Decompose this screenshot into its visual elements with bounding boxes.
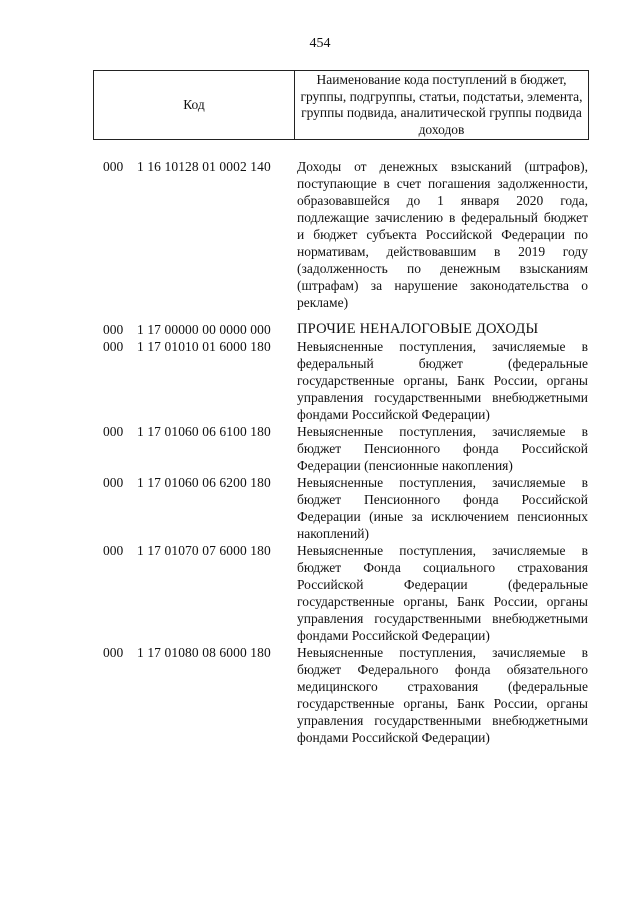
- header-code-cell: Код: [94, 71, 295, 140]
- table-row: [0, 423, 640, 474]
- revenue-name: Невыясненные поступления, зачисляемые в бюджет Пенсионного фонда Российской Федерации (пенсионные накопления): [297, 424, 588, 473]
- table-row: [0, 542, 640, 644]
- table-row: [0, 644, 640, 746]
- table-header: [93, 70, 589, 140]
- admin-code: 000: [103, 339, 124, 354]
- revenue-code: 1 16 10128 01 0002 140: [137, 159, 271, 174]
- admin-code: 000: [103, 159, 124, 174]
- admin-code: 000: [103, 475, 124, 490]
- table-body: [0, 158, 640, 746]
- admin-code: 000: [103, 543, 124, 558]
- revenue-code: 1 17 01080 08 6000 180: [137, 645, 271, 660]
- table-row: [0, 158, 640, 311]
- revenue-name: Невыясненные поступления, зачисляемые в бюджет Фонда социального страхования Российской Федерации (федеральные государственные органы, Банк России, органы управления государственными внебюджетными фондами Российской Федерации): [297, 543, 588, 643]
- admin-code: 000: [103, 424, 124, 439]
- table-row: [0, 321, 640, 338]
- section-heading: ПРОЧИЕ НЕНАЛОГОВЫЕ ДОХОДЫ: [297, 321, 539, 337]
- revenue-name: Невыясненные поступления, зачисляемые в бюджет Пенсионного фонда Российской Федерации (иные за исключением пенсионных накоплений): [297, 475, 588, 541]
- revenue-name: Доходы от денежных взысканий (штрафов), поступающие в счет погашения задолженности, образовавшейся до 1 января 2020 года, подлежащие зачислению в федеральный бюджет и бюджет субъекта Российской Федерации по нормативам, действовавшим в 2019 году (задолженность по денежным взысканиям (штрафам) за нарушение законодательства о рекламе): [297, 159, 588, 310]
- page-number: 454: [309, 36, 331, 51]
- header-name-cell: Наименование кода поступлений в бюджет, группы, подгруппы, статьи, подстатьи, элемента, группы подвида, аналитической группы подвида доходов: [295, 71, 589, 140]
- admin-code: 000: [103, 645, 124, 660]
- revenue-name: Невыясненные поступления, зачисляемые в федеральный бюджет (федеральные государственные органы, Банк России, органы управления государственными внебюджетными фондами Российской Федерации): [297, 339, 588, 422]
- table-row: [0, 338, 640, 423]
- revenue-name: Невыясненные поступления, зачисляемые в бюджет Федерального фонда обязательного медицинского страхования (федеральные государственные органы, Банк России, органы управления государственными внебюджетными фондами Российской Федерации): [297, 645, 588, 745]
- revenue-code: 1 17 01060 06 6100 180: [137, 424, 271, 439]
- admin-code: 000: [103, 322, 124, 337]
- revenue-code: 1 17 01070 07 6000 180: [137, 543, 271, 558]
- revenue-code: 1 17 01060 06 6200 180: [137, 475, 271, 490]
- revenue-code: 1 17 00000 00 0000 000: [137, 322, 271, 337]
- table-row: [0, 474, 640, 542]
- revenue-code: 1 17 01010 01 6000 180: [137, 339, 271, 354]
